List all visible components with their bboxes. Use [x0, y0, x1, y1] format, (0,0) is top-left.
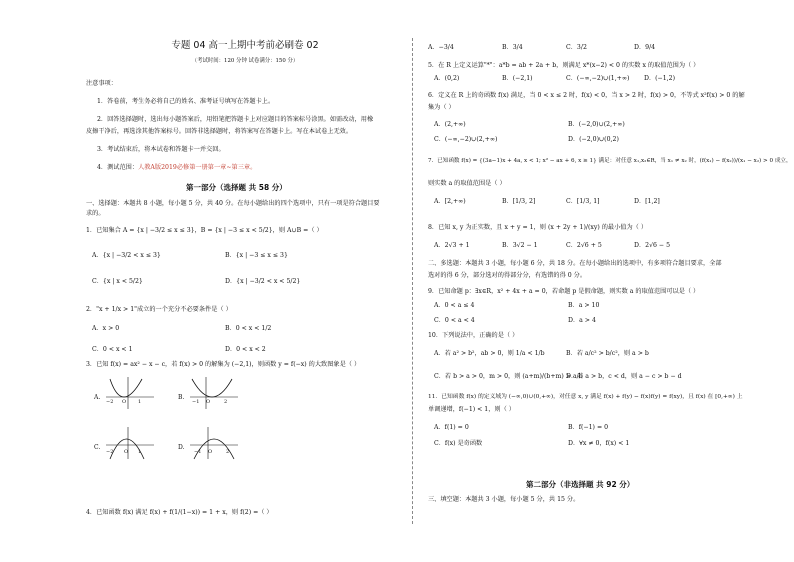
- q10-option-d[interactable]: D．若 a > b，c < d，则 a − c > b − d: [566, 373, 682, 380]
- q3-graph-c[interactable]: [104, 425, 156, 461]
- q3-c-tick-2: O: [124, 449, 129, 455]
- q3-graph-b[interactable]: [188, 375, 240, 411]
- q3-b-tick-2: O: [206, 399, 211, 405]
- q3-label-c[interactable]: C.: [94, 444, 101, 451]
- q6-stem: 6．定义在 R 上的奇函数 f(x) 满足，当 0 < x ≤ 2 时，f(x) < 0，当 x > 2 时，f(x) > 0，不等式 x²f(x) > 0 的解: [428, 92, 745, 99]
- q7-stem-cont: 则实数 a 的取值范围是（ ）: [428, 180, 506, 187]
- notes-heading: 注意事项：: [86, 80, 117, 87]
- q6-stem-cont: 集为（ ）: [428, 104, 455, 111]
- q3-c-tick-1: −2: [106, 449, 114, 455]
- q10-option-c[interactable]: C．若 b > a > 0，m > 0，则 (a+m)/(b+m) > a/b: [434, 373, 583, 380]
- q8-option-d[interactable]: D．2√6 − 5: [634, 242, 671, 249]
- q3-label-a[interactable]: A.: [94, 394, 101, 401]
- q3-a-tick-1: −2: [106, 399, 114, 405]
- q2-option-b[interactable]: B．0 < x < 1/2: [225, 325, 272, 332]
- q7-option-c[interactable]: C．[1/3, 1]: [566, 198, 600, 205]
- q3-graph-a[interactable]: [104, 375, 156, 411]
- note-4-label: 4．测试范围：: [97, 164, 139, 171]
- q1-option-b[interactable]: B．{x | −3 ≤ x ≤ 3}: [225, 252, 288, 259]
- q4-option-b[interactable]: B．3/4: [502, 44, 523, 51]
- part2-intro: 三、填空题：本题共 3 小题，每小题 5 分，共 15 分。: [428, 496, 580, 503]
- q3-label-d[interactable]: D.: [178, 444, 185, 451]
- q10-stem: 10．下列说法中，正确的是（ ）: [428, 332, 519, 339]
- q1-stem: 1．已知集合 A = {x | −3/2 ≤ x ≤ 3}，B = {x | −3 ≤ x < 5/2}，则 A∪B =（ ）: [86, 227, 323, 234]
- q1-option-a[interactable]: A．{x | −3/2 < x ≤ 3}: [92, 252, 161, 259]
- q7-stem: 7．已知函数 f(x) = {(3a−1)x + 4a, x < 1; x² − ax + 6, x ≥ 1} 满足：对任意 x₁,x₂∈R，当 x₁ ≠ x₂ 时，(f(x₁) − f(x₂))/(x₁ − x₂) > 0 成立，: [428, 158, 792, 164]
- q4-option-c[interactable]: C．3/2: [566, 44, 587, 51]
- q4-option-d[interactable]: D．9/4: [634, 44, 656, 51]
- q8-option-a[interactable]: A．2√3 + 1: [434, 242, 470, 249]
- note-1: 1．答卷前，考生务必将自己的姓名、准考证号填写在答题卡上。: [97, 98, 275, 105]
- q4-option-a[interactable]: A．−3/4: [428, 44, 454, 51]
- q2-option-d[interactable]: D．0 < x < 2: [225, 346, 266, 353]
- q9-stem: 9．已知命题 p：∃x∈R，x² + 4x + a = 0，若命题 p 是假命题，则实数 a 的取值范围可以是（ ）: [428, 288, 700, 295]
- q4-stem: 4．已知函数 f(x) 满足 f(x) + f(1/(1−x)) = 1 + x，则 f(2) =（ ）: [86, 509, 273, 516]
- q7-option-b[interactable]: B．[1/3, 2]: [502, 198, 536, 205]
- q8-option-c[interactable]: C．2√6 + 5: [566, 242, 602, 249]
- part1-title: 第一部分（选择题 共 58 分）: [186, 183, 287, 192]
- q7-option-a[interactable]: A．[2,+∞): [434, 198, 466, 205]
- q11-stem: 11．已知函数 f(x) 的定义域为 (−∞,0)∪(0,+∞)，对任意 x, y 满足 f(x) + f(y) − f(x)f(y) = f(xy)，且 f(x) 在 [0,+∞) 上: [428, 394, 743, 400]
- column-divider: [412, 38, 413, 524]
- q9-option-c[interactable]: C．0 < a < 4: [434, 317, 475, 324]
- q3-label-b[interactable]: B.: [178, 394, 185, 401]
- q2-stem: 2．"x + 1/x > 1"成立的一个充分不必要条件是（ ）: [86, 306, 232, 313]
- q3-b-tick-1: −1: [192, 399, 200, 405]
- multi-intro-cont: 选对的得 6 分，部分选对的得部分分，有选错的得 0 分。: [428, 272, 587, 279]
- q11-option-a[interactable]: A．f(1) = 0: [434, 424, 469, 431]
- q1-option-d[interactable]: D．{x | −3/2 < x < 5/2}: [225, 278, 301, 285]
- q3-graph-d[interactable]: [188, 425, 240, 461]
- q3-a-tick-2: O: [122, 399, 127, 405]
- q3-d-tick-1: −1: [194, 449, 202, 455]
- part1-intro-cont: 求的。: [86, 210, 105, 217]
- q6-option-c[interactable]: C．(−∞,−2)∪(2,+∞): [434, 136, 498, 143]
- q9-option-a[interactable]: A．0 < a ≤ 4: [434, 302, 475, 309]
- q5-option-a[interactable]: A．(0,2): [434, 75, 460, 82]
- q3-d-tick-3: 2: [226, 449, 230, 455]
- note-2-cont: 皮擦干净后，再选涂其他答案标号。回答非选择题时，将答案写在答题卡上。写在本试卷上无效。: [86, 128, 353, 135]
- q3-b-tick-3: 2: [224, 399, 228, 405]
- q5-option-c[interactable]: C．(−∞,−2)∪(1,+∞): [566, 75, 630, 82]
- multi-intro: 二、多选题：本题共 3 小题，每小题 6 分，共 18 分。在每小题给出的选项中，有多项符合题目要求，全部: [428, 260, 722, 267]
- q3-d-tick-2: O: [208, 449, 213, 455]
- note-4: [97, 164, 256, 172]
- q11-stem-cont: 单调递增，f(−1) < 1，则（ ）: [428, 406, 515, 413]
- exam-info: （考试时间：120 分钟 试卷满分：150 分）: [191, 58, 299, 64]
- q8-option-b[interactable]: B．3√2 − 1: [502, 242, 538, 249]
- q2-option-a[interactable]: A．x > 0: [92, 325, 120, 332]
- note-3: 3．考试结束后，将本试卷和答题卡一并交回。: [97, 146, 225, 153]
- q3-stem: 3．已知 f(x) = ax² − x − c，若 f(x) > 0 的解集为 (−2,1)，则函数 y = f(−x) 的大致图象是（ ）: [86, 361, 361, 368]
- q9-option-b[interactable]: B．a > 10: [568, 302, 600, 309]
- q7-option-d[interactable]: D．[1,2]: [634, 198, 660, 205]
- q11-option-c[interactable]: C．f(x) 是奇函数: [434, 440, 483, 447]
- q5-option-d[interactable]: D．(−1,2): [644, 75, 676, 82]
- q11-option-d[interactable]: D．∀x ≠ 0，f(x) < 1: [568, 440, 630, 447]
- q1-option-c[interactable]: C．{x | x < 5/2}: [92, 278, 143, 285]
- q3-c-tick-3: 1: [138, 449, 142, 455]
- test-scope: 人教A版2019必修第一册第一章~第三章。: [138, 164, 257, 171]
- q6-option-b[interactable]: B．(−2,0)∪(2,+∞): [568, 121, 625, 128]
- q5-option-b[interactable]: B．(−2,1): [502, 75, 533, 82]
- part2-title: 第二部分（非选择题 共 92 分）: [526, 480, 635, 489]
- q6-option-a[interactable]: A．(2,+∞): [434, 121, 466, 128]
- q8-stem: 8．已知 x, y 为正实数，且 x + y = 1，则 (x + 2y + 1)/(xy) 的最小值为（ ）: [428, 224, 648, 231]
- q5-stem: 5．在 R 上定义运算"*"：a*b = ab + 2a + b，则满足 x*(x−2) < 0 的实数 x 的取值范围为（ ）: [428, 62, 700, 69]
- q6-option-d[interactable]: D．(−2,0)∪(0,2): [568, 136, 619, 143]
- q2-option-c[interactable]: C．0 < x < 1: [92, 346, 133, 353]
- q9-option-d[interactable]: D．a > 4: [568, 317, 596, 324]
- page-title: 专题 04 高一上期中考前必刷卷 02: [171, 40, 319, 51]
- q10-option-b[interactable]: B．若 a/c² > b/c²，则 a > b: [566, 350, 649, 357]
- q3-a-tick-3: 1: [138, 399, 142, 405]
- part1-intro: 一、选择题：本题共 8 小题，每小题 5 分，共 40 分。在每小题给出的四个选项中，只有一项是符合题目要: [86, 200, 380, 207]
- q11-option-b[interactable]: B．f(−1) = 0: [568, 424, 609, 431]
- q10-option-a[interactable]: A．若 a² > b²，ab > 0，则 1/a < 1/b: [434, 350, 545, 357]
- note-2: 2．回答选择题时，选出每小题答案后，用铅笔把答题卡上对应题目的答案标号涂黑。如需改动，用橡: [97, 116, 374, 123]
